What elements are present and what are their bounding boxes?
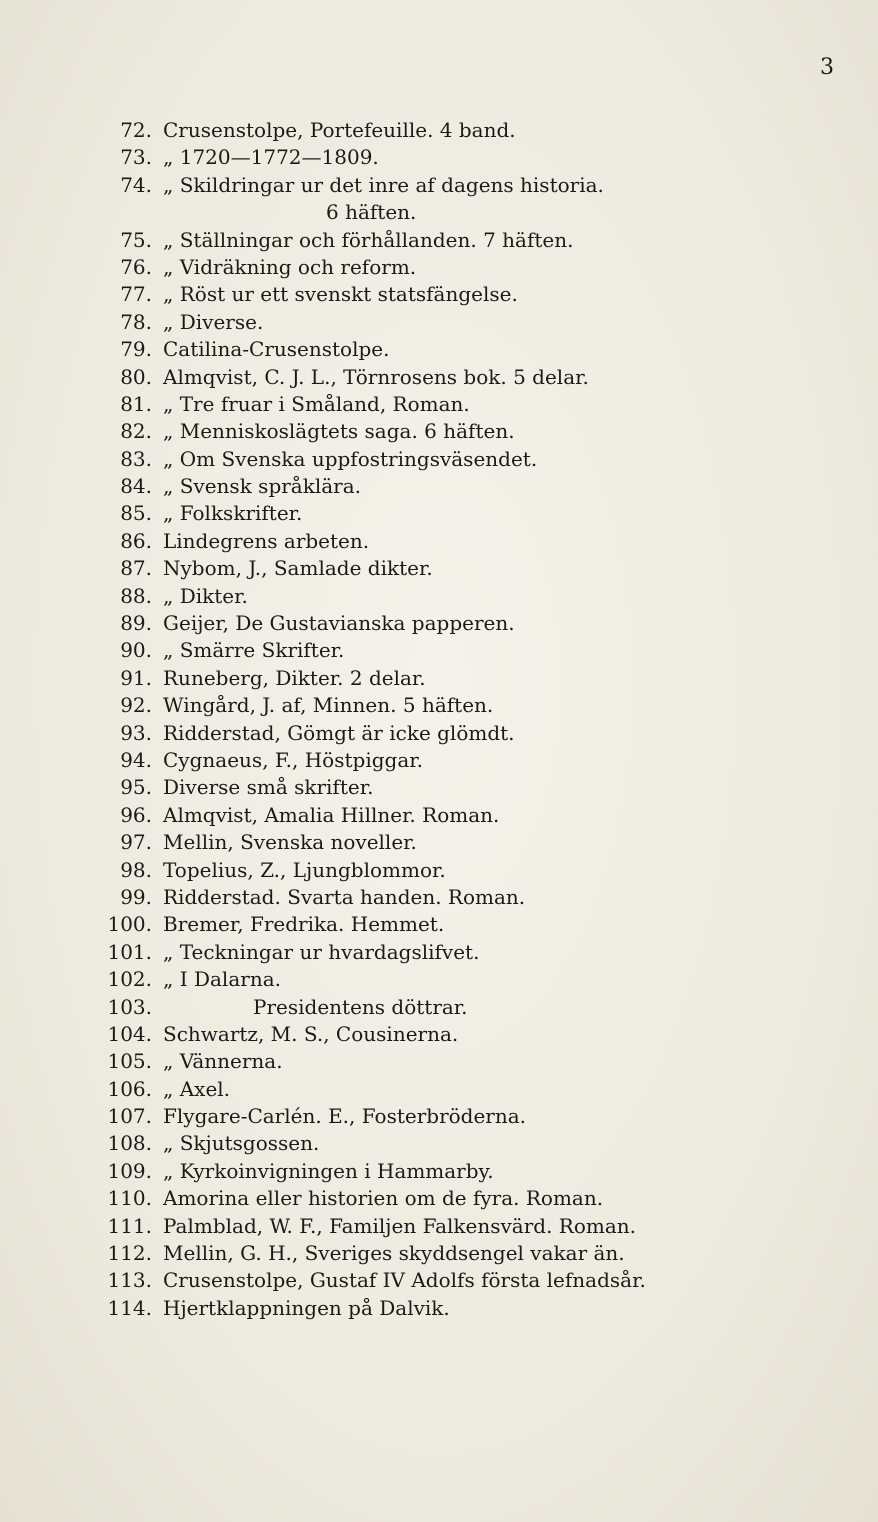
catalog-entry bbox=[0, 665, 878, 692]
entry-text: Crusenstolpe, Portefeuille. 4 band. bbox=[163, 118, 516, 142]
entry-text: Wingård, J. af, Minnen. 5 häften. bbox=[163, 693, 494, 718]
catalog-entry bbox=[0, 720, 878, 747]
catalog-entry bbox=[0, 309, 878, 336]
entry-text: „ Teckningar ur hvardagslifvet. bbox=[163, 939, 480, 964]
catalog-entry bbox=[0, 528, 878, 555]
entry-number: 79. bbox=[120, 337, 152, 362]
catalog-entry bbox=[0, 692, 878, 719]
entry-text: Runeberg, Dikter. 2 delar. bbox=[163, 665, 426, 690]
entry-text: Schwartz, M. S., Cousinerna. bbox=[163, 1021, 459, 1046]
entry-number: 74. bbox=[120, 172, 152, 197]
entry-number: 89. bbox=[120, 611, 152, 636]
entry-number: 93. bbox=[120, 720, 152, 745]
catalog-entry-list bbox=[0, 117, 878, 1322]
entry-text: „ Smärre Skrifter. bbox=[163, 638, 345, 663]
catalog-entry bbox=[0, 939, 878, 966]
entry-text: Crusenstolpe, Gustaf IV Adolfs första lefnadsår. bbox=[163, 1268, 646, 1293]
entry-number: 110. bbox=[107, 1186, 152, 1211]
entry-text: Catilina-Crusenstolpe. bbox=[163, 337, 390, 362]
entry-text: Presidentens döttrar. bbox=[253, 994, 468, 1019]
catalog-entry bbox=[0, 172, 878, 199]
entry-number: 76. bbox=[120, 254, 152, 279]
catalog-entry bbox=[0, 364, 878, 391]
entry-number: 97. bbox=[120, 830, 152, 855]
catalog-entry bbox=[0, 829, 878, 856]
entry-number: 86. bbox=[120, 528, 152, 553]
entry-number: 99. bbox=[120, 884, 152, 909]
entry-number: 105. bbox=[107, 1049, 152, 1074]
entry-number: 95. bbox=[120, 775, 152, 800]
catalog-entry bbox=[0, 1048, 878, 1075]
page-number: 3 bbox=[820, 55, 834, 80]
entry-text: „ Kyrkoinvigningen i Hammarby. bbox=[163, 1158, 494, 1183]
entry-number: 92. bbox=[120, 693, 152, 718]
catalog-entry bbox=[0, 966, 878, 993]
entry-number: 77. bbox=[120, 282, 152, 307]
entry-number: 109. bbox=[107, 1158, 152, 1183]
entry-text: Bremer, Fredrika. Hemmet. bbox=[163, 912, 445, 937]
entry-number: 81. bbox=[120, 391, 152, 416]
catalog-entry bbox=[0, 117, 878, 144]
entry-number: 94. bbox=[120, 747, 152, 772]
catalog-entry bbox=[0, 555, 878, 582]
entry-number: 112. bbox=[107, 1241, 152, 1266]
entry-text: „ Röst ur ett svenskt statsfängelse. bbox=[163, 282, 518, 307]
entry-number: 104. bbox=[107, 1021, 152, 1046]
entry-text: „ Dikter. bbox=[163, 583, 248, 608]
entry-number: 114. bbox=[107, 1295, 152, 1320]
entry-number: 91. bbox=[120, 665, 152, 690]
entry-text: Geijer, De Gustavianska papperen. bbox=[163, 611, 515, 636]
entry-number: 100. bbox=[107, 912, 152, 937]
entry-text: Topelius, Z., Ljungblommor. bbox=[163, 857, 446, 882]
catalog-entry bbox=[0, 610, 878, 637]
entry-number: 113. bbox=[107, 1268, 152, 1293]
catalog-entry bbox=[0, 583, 878, 610]
catalog-entry bbox=[0, 1185, 878, 1212]
entry-number: 73. bbox=[120, 145, 152, 170]
catalog-entry bbox=[0, 446, 878, 473]
catalog-entry bbox=[0, 254, 878, 281]
entry-number: 72. bbox=[120, 118, 152, 142]
entry-number: 107. bbox=[107, 1104, 152, 1129]
entry-text: 6 häften. bbox=[326, 200, 417, 225]
catalog-entry bbox=[0, 1213, 878, 1240]
entry-text: „ Menniskoslägtets saga. 6 häften. bbox=[163, 419, 515, 444]
entry-number: 108. bbox=[107, 1131, 152, 1156]
entry-number: 98. bbox=[120, 857, 152, 882]
catalog-entry bbox=[0, 418, 878, 445]
catalog-entry bbox=[0, 1240, 878, 1267]
catalog-entry bbox=[0, 884, 878, 911]
catalog-entry bbox=[0, 336, 878, 363]
entry-number: 85. bbox=[120, 501, 152, 526]
entry-text: „ Vännerna. bbox=[163, 1049, 283, 1074]
entry-text: „ Axel. bbox=[163, 1076, 231, 1101]
catalog-entry bbox=[0, 637, 878, 664]
entry-text: „ Folkskrifter. bbox=[163, 501, 303, 526]
entry-text: „ Ställningar och förhållanden. 7 häften. bbox=[163, 227, 574, 252]
catalog-entry bbox=[0, 857, 878, 884]
entry-text: „ Vidräkning och reform. bbox=[163, 254, 417, 279]
catalog-entry bbox=[0, 1021, 878, 1048]
entry-text: Palmblad, W. F., Familjen Falkensvärd. Roman. bbox=[163, 1213, 637, 1238]
entry-number: 96. bbox=[120, 802, 152, 827]
entry-number: 90. bbox=[120, 638, 152, 663]
entry-text: Amorina eller historien om de fyra. Roman. bbox=[163, 1186, 604, 1211]
entry-text: Ridderstad. Svarta handen. Roman. bbox=[163, 884, 526, 909]
entry-text: „ Om Svenska uppfostringsväsendet. bbox=[163, 446, 538, 471]
entry-text: Diverse små skrifter. bbox=[163, 775, 374, 800]
entry-text: Ridderstad, Gömgt är icke glömdt. bbox=[163, 720, 515, 745]
catalog-entry bbox=[0, 1103, 878, 1130]
entry-number: 88. bbox=[120, 583, 152, 608]
entry-text: „ Skjutsgossen. bbox=[163, 1131, 320, 1156]
entry-number: 102. bbox=[107, 967, 152, 992]
catalog-entry bbox=[0, 391, 878, 418]
entry-text: Lindegrens arbeten. bbox=[163, 528, 370, 553]
catalog-entry bbox=[0, 144, 878, 171]
catalog-entry bbox=[0, 1130, 878, 1157]
catalog-entry bbox=[0, 1295, 878, 1322]
entry-text: „ Skildringar ur det inre af dagens historia. bbox=[163, 172, 604, 197]
entry-text: „ Tre fruar i Småland, Roman. bbox=[163, 391, 470, 416]
entry-text: Nybom, J., Samlade dikter. bbox=[163, 556, 433, 581]
entry-number: 80. bbox=[120, 364, 152, 389]
entry-number: 84. bbox=[120, 474, 152, 499]
catalog-entry bbox=[0, 1076, 878, 1103]
entry-number: 83. bbox=[120, 446, 152, 471]
entry-text: Flygare-Carlén. E., Fosterbröderna. bbox=[163, 1104, 527, 1129]
entry-number: 87. bbox=[120, 556, 152, 581]
entry-text: Hjertklappningen på Dalvik. bbox=[163, 1295, 450, 1320]
catalog-entry bbox=[0, 911, 878, 938]
catalog-entry bbox=[0, 473, 878, 500]
catalog-entry bbox=[0, 994, 878, 1021]
catalog-entry bbox=[0, 199, 878, 226]
catalog-entry bbox=[0, 1158, 878, 1185]
entry-text: Mellin, G. H., Sveriges skyddsengel vakar än. bbox=[163, 1241, 625, 1266]
entry-text: Almqvist, C. J. L., Törnrosens bok. 5 delar. bbox=[163, 364, 589, 389]
catalog-entry bbox=[0, 802, 878, 829]
entry-text: Cygnaeus, F., Höstpiggar. bbox=[163, 747, 423, 772]
catalog-entry bbox=[0, 1267, 878, 1294]
entry-text: Almqvist, Amalia Hillner. Roman. bbox=[163, 802, 500, 827]
entry-number: 106. bbox=[107, 1076, 152, 1101]
catalog-entry bbox=[0, 774, 878, 801]
entry-text: „ 1720—1772—1809. bbox=[163, 145, 379, 170]
catalog-entry bbox=[0, 500, 878, 527]
entry-number: 82. bbox=[120, 419, 152, 444]
entry-text: Mellin, Svenska noveller. bbox=[163, 830, 417, 855]
entry-number: 75. bbox=[120, 227, 152, 252]
entry-number: 103. bbox=[107, 994, 152, 1019]
entry-text: „ Diverse. bbox=[163, 309, 264, 334]
entry-number: 101. bbox=[107, 939, 152, 964]
entry-text: „ I Dalarna. bbox=[163, 967, 281, 992]
entry-number: 111. bbox=[107, 1213, 152, 1238]
entry-number: 78. bbox=[120, 309, 152, 334]
catalog-entry bbox=[0, 281, 878, 308]
catalog-entry bbox=[0, 747, 878, 774]
catalog-entry bbox=[0, 227, 878, 254]
entry-text: „ Svensk språklära. bbox=[163, 474, 362, 499]
